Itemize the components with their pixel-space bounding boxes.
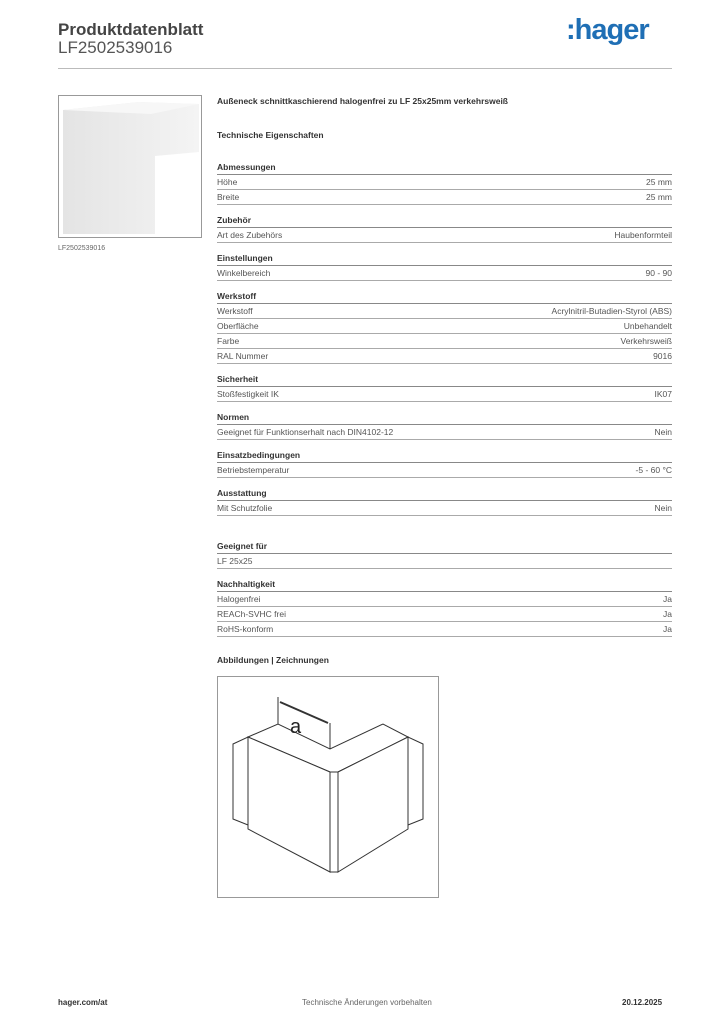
spec-row (217, 334, 672, 349)
group-title: Werkstoff (217, 289, 672, 304)
spec-row (217, 349, 672, 364)
hager-logo: :hager (566, 14, 649, 46)
spec-label: Art des Zubehörs (217, 230, 283, 240)
group-title: Geeignet für (217, 539, 672, 554)
spec-row (217, 266, 672, 281)
spec-row (217, 622, 672, 637)
spec-value: Unbehandelt (623, 321, 672, 331)
group-title: Ausstattung (217, 486, 672, 501)
spec-row (217, 463, 672, 478)
spec-group (217, 372, 672, 402)
spec-label: Mit Schutzfolie (217, 503, 273, 513)
spec-value: -5 - 60 °C (635, 465, 672, 475)
spec-row (217, 175, 672, 190)
spec-value: Acrylnitril-Butadien-Styrol (ABS) (551, 306, 672, 316)
group-title: Einsatzbedingungen (217, 448, 672, 463)
spec-value: 25 mm (646, 177, 672, 187)
spec-value: Nein (654, 503, 672, 513)
spec-row (217, 607, 672, 622)
spec-group (217, 289, 672, 364)
spec-value: 25 mm (646, 192, 672, 202)
footer-note: Technische Änderungen vorbehalten (302, 998, 432, 1007)
spec-label: Farbe (217, 336, 240, 346)
spec-row (217, 387, 672, 402)
product-description: Außeneck schnittkaschierend halogenfrei zu LF 25x25mm verkehrsweiß (217, 96, 508, 106)
section-title: Technische Eigenschaften (217, 130, 324, 140)
group-title: Sicherheit (217, 372, 672, 387)
spec-group (217, 213, 672, 243)
spec-group (217, 251, 672, 281)
drawings-title: Abbildungen | Zeichnungen (217, 655, 329, 665)
spec-label: LF 25x25 (217, 556, 253, 566)
spec-group (217, 160, 672, 205)
spec-label: Halogenfrei (217, 594, 261, 604)
spec-row (217, 228, 672, 243)
dimension-label: a (290, 716, 302, 738)
spec-value: Haubenformteil (614, 230, 672, 240)
footer-website[interactable]: hager.com/at (58, 998, 108, 1007)
spec-row (217, 425, 672, 440)
group-title: Einstellungen (217, 251, 672, 266)
spec-value: Verkehrsweiß (620, 336, 672, 346)
group-title: Nachhaltigkeit (217, 577, 672, 592)
spec-group (217, 448, 672, 478)
spec-row (217, 319, 672, 334)
group-title: Abmessungen (217, 160, 672, 175)
spec-label: Breite (217, 192, 240, 202)
group-title: Zubehör (217, 213, 672, 228)
group-title: Normen (217, 410, 672, 425)
spec-group (217, 577, 672, 637)
product-code: LF2502539016 (58, 38, 173, 57)
spec-row (217, 190, 672, 205)
footer-date: 20.12.2025 (622, 998, 663, 1007)
spec-label: REACh-SVHC frei (217, 609, 286, 619)
technical-drawing (217, 676, 439, 898)
spec-group (217, 410, 672, 440)
image-caption: LF2502539016 (58, 245, 106, 252)
spec-row (217, 501, 672, 516)
product-image (58, 95, 202, 238)
spec-value: Nein (654, 427, 672, 437)
spec-label: Werkstoff (217, 306, 253, 316)
spec-group (217, 539, 672, 569)
spec-value: Ja (663, 594, 672, 604)
spec-label: Winkelbereich (217, 268, 271, 278)
spec-value: IK07 (654, 389, 672, 399)
spec-label: Betriebstemperatur (217, 465, 290, 475)
spec-label: Stoßfestigkeit IK (217, 389, 279, 399)
spec-label: RAL Nummer (217, 351, 269, 361)
spec-label: RoHS-konform (217, 624, 274, 634)
header-divider (58, 68, 672, 69)
spec-label: Höhe (217, 177, 238, 187)
spec-row (217, 304, 672, 319)
page-title: Produktdatenblatt (58, 20, 204, 39)
spec-value: Ja (663, 609, 672, 619)
spec-label: Oberfläche (217, 321, 259, 331)
spec-value: Ja (663, 624, 672, 634)
specifications (217, 96, 672, 668)
spec-row (217, 592, 672, 607)
spec-value: 9016 (653, 351, 672, 361)
spec-label: Geeignet für Funktionserhalt nach DIN4102-12 (217, 427, 394, 437)
spec-group (217, 486, 672, 516)
spec-value: 90 - 90 (645, 268, 672, 278)
spec-row (217, 554, 672, 569)
